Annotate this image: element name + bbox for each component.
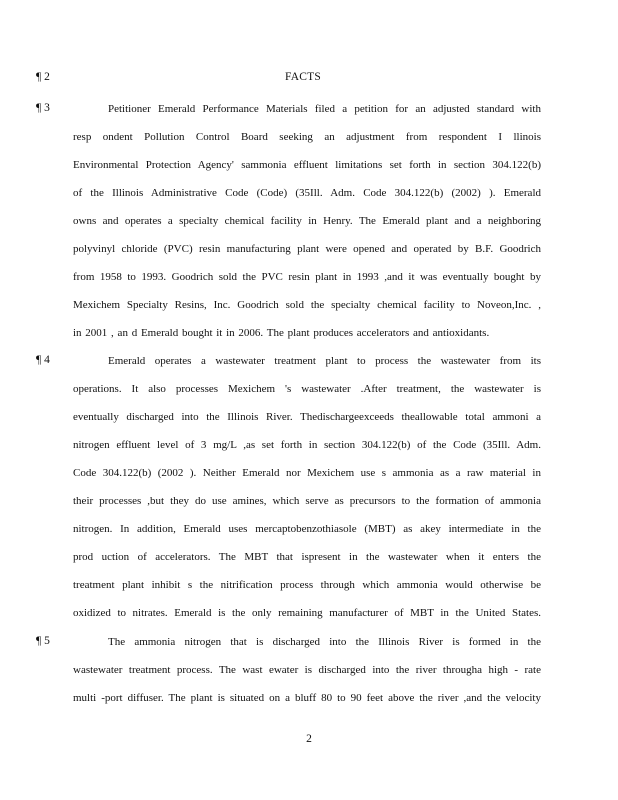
section-heading: FACTS [285, 71, 321, 83]
text-line: Emerald operates a wastewater treatment plant to process the wastewater from its [108, 355, 541, 367]
text-line: wastewater treatment process. The wast ewater is discharged into the river througha high - rate [73, 664, 541, 676]
text-line: Environmental Protection Agency' sammonia effluent limitations set forth in section 304.122(b) [73, 159, 541, 171]
text-line: polyvinyl chloride (PVC) resin manufacturing plant were opened and operated by B.F. Goodrich [73, 243, 541, 255]
text-line: resp ondent Pollution Control Board seeking an adjustment from respondent I llinois [73, 131, 541, 143]
text-line: nitrogen effluent level of 3 mg/L ,as set forth in section 304.122(b) of the Code (35Ill. Adm. [73, 439, 541, 451]
text-line: Petitioner Emerald Performance Materials filed a petition for an adjusted standard with [108, 103, 541, 115]
text-line: nitrogen. In addition, Emerald uses mercaptobenzothiasole (MBT) as akey intermediate in the [73, 523, 541, 535]
text-line: prod uction of accelerators. The MBT that ispresent in the wastewater when it enters the [73, 551, 541, 563]
text-line: owns and operates a specialty chemical facility in Henry. The Emerald plant and a neighboring [73, 215, 541, 227]
paragraph-marker-2: ¶ 2 [36, 71, 50, 83]
paragraph-marker-4: ¶ 4 [36, 354, 50, 366]
text-line: of the Illinois Administrative Code (Code) (35Ill. Adm. Code 304.122(b) (2002) ). Emerald [73, 187, 541, 199]
text-line: operations. It also processes Mexichem 's wastewater .After treatment, the wastewater is [73, 383, 541, 395]
text-line: eventually discharged into the Illinois River. Thedischargeexceeds theallowable total ammoni a [73, 411, 541, 423]
text-line: oxidized to nitrates. Emerald is the only remaining manufacturer of MBT in the United States. [73, 607, 541, 619]
text-line: treatment plant inhibit s the nitrification process through which ammonia would otherwise be [73, 579, 541, 591]
text-line: Code 304.122(b) (2002 ). Neither Emerald nor Mexichem use s ammonia as a raw material in [73, 467, 541, 479]
page-number: 2 [306, 733, 312, 745]
text-line: multi -port diffuser. The plant is situated on a bluff 80 to 90 feet above the river ,and the velocity [73, 692, 541, 704]
paragraph-marker-3: ¶ 3 [36, 102, 50, 114]
text-line: their processes ,but they do use amines, which serve as precursors to the formation of ammonia [73, 495, 541, 507]
text-line: The ammonia nitrogen that is discharged into the Illinois River is formed in the [108, 636, 541, 648]
text-line: Mexichem Specialty Resins, Inc. Goodrich sold the specialty chemical facility to Noveon,Inc. , [73, 299, 541, 311]
text-line: in 2001 , an d Emerald bought it in 2006. The plant produces accelerators and antioxidants. [73, 327, 490, 339]
paragraph-marker-5: ¶ 5 [36, 635, 50, 647]
text-line: from 1958 to 1993. Goodrich sold the PVC resin plant in 1993 ,and it was eventually bought by [73, 271, 541, 283]
